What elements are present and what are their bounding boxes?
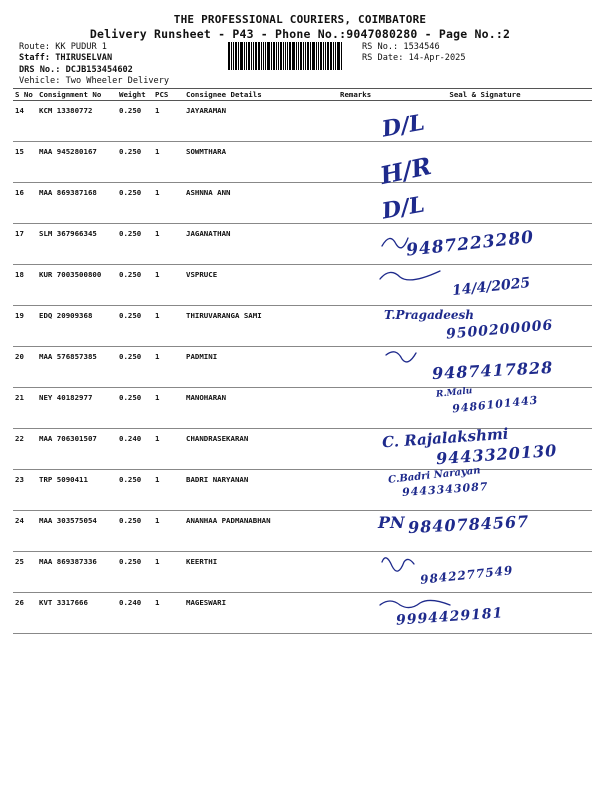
signature-text: PN — [378, 513, 405, 532]
row-weight: 0.250 — [117, 511, 153, 552]
row-sno: 23 — [13, 470, 37, 511]
rs-no-line — [362, 42, 440, 52]
row-weight: 0.250 — [117, 183, 153, 224]
row-weight: 0.250 — [117, 306, 153, 347]
row-remarks — [338, 388, 376, 429]
route-label: Route: — [19, 42, 51, 52]
signature-scribble — [376, 224, 496, 258]
row-consignment: KVT 3317666 — [37, 593, 117, 634]
row-signature — [376, 388, 592, 429]
row-remarks — [338, 224, 376, 265]
signature-text: D/L — [380, 109, 427, 143]
row-sno: 17 — [13, 224, 37, 265]
signature-scribble — [376, 593, 496, 627]
row-sno: 25 — [13, 552, 37, 593]
row-signature — [376, 265, 592, 306]
row-remarks — [338, 552, 376, 593]
row-remarks — [338, 183, 376, 224]
row-weight: 0.250 — [117, 388, 153, 429]
row-weight: 0.250 — [117, 101, 153, 142]
table-row — [13, 552, 592, 593]
signature-scribble — [376, 265, 496, 299]
barcode — [228, 42, 356, 70]
table-header — [13, 89, 592, 101]
row-consignment: MAA 869387336 — [37, 552, 117, 593]
table-row — [13, 142, 592, 183]
row-pcs: 1 — [153, 388, 184, 429]
row-consignee: KEERTHI — [184, 552, 338, 593]
row-consignee: BADRI NARYANAN — [184, 470, 338, 511]
rs-date-label: RS Date: — [362, 53, 404, 63]
row-signature — [376, 511, 592, 552]
row-consignee: MAGESWARI — [184, 593, 338, 634]
row-consignee: ANANHAA PADMANABHAN — [184, 511, 338, 552]
row-signature — [376, 465, 592, 511]
col-pcs: PCS — [153, 89, 184, 101]
row-pcs: 1 — [153, 183, 184, 224]
row-consignment: KUR 7003500800 — [37, 265, 117, 306]
row-weight: 0.250 — [117, 347, 153, 388]
route-value: KK PUDUR 1 — [55, 42, 107, 52]
row-pcs: 1 — [153, 224, 184, 265]
row-weight: 0.240 — [117, 429, 153, 470]
signature-phone: 9840784567 — [407, 511, 530, 538]
row-consignment: KCM 13380772 — [37, 101, 117, 142]
row-signature — [376, 347, 592, 388]
signature-phone: 9443320130 — [435, 440, 558, 469]
row-remarks — [338, 511, 376, 552]
row-sno: 14 — [13, 101, 37, 142]
row-sno: 19 — [13, 306, 37, 347]
table-row — [13, 224, 592, 265]
row-sno: 16 — [13, 183, 37, 224]
vehicle-label: Vehicle: — [19, 76, 61, 86]
table-row — [13, 593, 592, 634]
row-pcs: 1 — [153, 552, 184, 593]
row-consignee: SOWMTHARA — [184, 142, 338, 183]
signature-scribble — [376, 552, 496, 586]
col-consignee: Consignee Details — [184, 89, 338, 101]
row-consignee: PADMINI — [184, 347, 338, 388]
row-remarks — [338, 142, 376, 183]
runsheet-table — [13, 88, 592, 634]
signature-text: R.Malu — [435, 386, 473, 400]
table-row — [13, 429, 592, 470]
table-row — [13, 265, 592, 306]
row-signature — [376, 142, 592, 191]
row-pcs: 1 — [153, 511, 184, 552]
table-row — [13, 511, 592, 552]
row-pcs: 1 — [153, 470, 184, 511]
row-consignment: MAA 869387168 — [37, 183, 117, 224]
row-weight: 0.250 — [117, 470, 153, 511]
signature-scribble — [376, 347, 496, 381]
row-consignment: TRP 5090411 — [37, 470, 117, 511]
row-signature — [376, 552, 592, 593]
signature-phone: 9994429181 — [395, 605, 504, 629]
signature-phone: 9443343087 — [401, 479, 489, 500]
row-consignment: EDQ 20909368 — [37, 306, 117, 347]
rs-no-label: RS No.: — [362, 42, 399, 52]
row-remarks — [338, 429, 376, 470]
col-weight: Weight — [117, 89, 153, 101]
row-consignment: SLM 367966345 — [37, 224, 117, 265]
row-remarks — [338, 265, 376, 306]
signature-text: 14/4/2025 — [451, 274, 532, 300]
row-remarks — [338, 347, 376, 388]
signature-phone: 9487417828 — [431, 357, 554, 384]
signature-phone: 9487223280 — [405, 227, 535, 261]
row-consignment: MAA 303575054 — [37, 511, 117, 552]
table-row — [13, 183, 592, 224]
rs-no-value: 1534546 — [403, 42, 440, 52]
row-consignee: JAGANATHAN — [184, 224, 338, 265]
table-body — [13, 101, 592, 634]
col-remarks: Remarks — [338, 89, 376, 101]
row-signature — [376, 101, 592, 142]
runsheet-subtitle: Delivery Runsheet - P43 - Phone No.:9047080280 - Page No.:2 — [89, 27, 511, 41]
runsheet-title: THE PROFESSIONAL COURIERS, COIMBATORE — [173, 13, 427, 26]
row-remarks — [338, 593, 376, 634]
row-sno: 20 — [13, 347, 37, 388]
row-consignee: MANOHARAN — [184, 388, 338, 429]
signature-text: T.Pragadeesh — [384, 308, 474, 322]
drs-value: DCJB153454602 — [65, 65, 133, 75]
table-row — [13, 306, 592, 347]
table-row — [13, 388, 592, 429]
row-consignment: MAA 706301507 — [37, 429, 117, 470]
signature-phone: 9500200006 — [445, 317, 554, 343]
signature-text: H/R — [377, 150, 434, 191]
drs-label: DRS No.: — [19, 65, 61, 75]
col-consignment: Consignment No — [37, 89, 117, 101]
vehicle-line — [19, 76, 169, 86]
signature-phone: 9486101443 — [451, 393, 539, 416]
row-signature — [376, 224, 592, 265]
row-pcs: 1 — [153, 101, 184, 142]
row-pcs: 1 — [153, 429, 184, 470]
signature-text: D/L — [380, 191, 427, 225]
rs-date-line — [362, 53, 466, 63]
staff-label: Staff: — [19, 53, 51, 63]
row-sno: 24 — [13, 511, 37, 552]
col-sno: S No — [13, 89, 37, 101]
signature-text: C. Rajalakshmi — [381, 424, 510, 452]
row-consignee: ASHNNA ANN — [184, 183, 338, 224]
table-row — [13, 470, 592, 511]
row-sno: 22 — [13, 429, 37, 470]
row-weight: 0.250 — [117, 224, 153, 265]
staff-line — [19, 53, 112, 63]
row-sno: 21 — [13, 388, 37, 429]
row-sno: 15 — [13, 142, 37, 183]
row-pcs: 1 — [153, 593, 184, 634]
drs-line — [19, 65, 133, 75]
row-remarks — [338, 306, 376, 347]
staff-value: THIRUSELVAN — [55, 53, 113, 63]
row-consignment: NEY 40182977 — [37, 388, 117, 429]
row-pcs: 1 — [153, 265, 184, 306]
row-pcs: 1 — [153, 142, 184, 183]
row-sno: 26 — [13, 593, 37, 634]
signature-text: C.Badri Narayan — [387, 465, 481, 486]
row-sno: 18 — [13, 265, 37, 306]
row-consignee: CHANDRASEKARAN — [184, 429, 338, 470]
row-signature — [376, 183, 592, 224]
row-consignee: JAYARAMAN — [184, 101, 338, 142]
rs-date-value: 14-Apr-2025 — [408, 53, 466, 63]
row-remarks — [338, 101, 376, 142]
row-consignee: THIRUVARANGA SAMI — [184, 306, 338, 347]
row-signature — [376, 424, 592, 470]
table-row — [13, 101, 592, 142]
row-pcs: 1 — [153, 347, 184, 388]
signature-phone: 9842277549 — [419, 563, 514, 587]
row-signature — [376, 306, 592, 347]
table-row — [13, 347, 592, 388]
row-consignment: MAA 945280167 — [37, 142, 117, 183]
row-pcs: 1 — [153, 306, 184, 347]
row-remarks — [338, 470, 376, 511]
row-weight: 0.250 — [117, 265, 153, 306]
row-consignee: VSPRUCE — [184, 265, 338, 306]
route-line — [19, 42, 107, 52]
row-signature — [376, 593, 592, 634]
row-consignment: MAA 576857385 — [37, 347, 117, 388]
row-weight: 0.250 — [117, 142, 153, 183]
col-seal-signature: Seal & Signature — [376, 89, 592, 101]
vehicle-value: Two Wheeler Delivery — [65, 76, 170, 86]
row-weight: 0.240 — [117, 593, 153, 634]
row-weight: 0.250 — [117, 552, 153, 593]
